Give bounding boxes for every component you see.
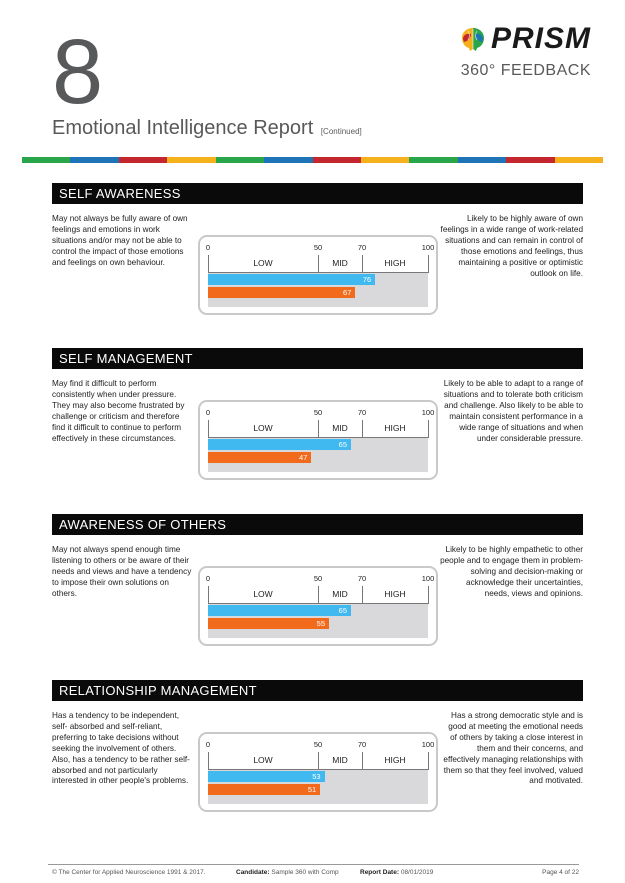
blue-score-value: 65 [338, 606, 347, 615]
report-date-label: Report Date: [360, 869, 400, 876]
band-label: HIGH [384, 589, 406, 599]
tick-label: 50 [313, 740, 323, 749]
strip-segment [119, 157, 167, 163]
high-description: Has a strong democratic style and is good at meeting the emotional needs of others by taking a close interest in them and their concerns, and effectively managing relationships with them so that they feel involved, valued and motivated. [443, 711, 583, 786]
band-label: MID [332, 423, 348, 433]
blue-score-value: 53 [312, 772, 321, 781]
score-track [208, 273, 428, 307]
blue-score-bar [208, 771, 325, 782]
strip-segment [167, 157, 215, 163]
blue-score-value: 65 [338, 440, 347, 449]
brain-icon [459, 25, 487, 53]
high-description: Likely to be highly empathetic to other people and to engage them in problem-solving and decision-making or acknowledge their uncertainties, needs, views and opinions. [440, 545, 583, 598]
brand-subtitle: 360° FEEDBACK [460, 62, 591, 79]
orange-score-bar [208, 784, 320, 795]
section-title: SELF MANAGEMENT [52, 348, 583, 369]
blue-score-bar [208, 439, 351, 450]
orange-score-bar [208, 452, 311, 463]
scale-divider [362, 752, 363, 770]
orange-score-value: 47 [299, 453, 308, 462]
tick-label: 0 [205, 574, 211, 583]
tick-label: 50 [313, 243, 323, 252]
color-strip [22, 157, 603, 163]
band-label: LOW [253, 755, 273, 765]
section-title: SELF AWARENESS [52, 183, 583, 204]
scale-divider [318, 752, 319, 770]
scale-divider [428, 586, 429, 604]
strip-segment [555, 157, 603, 163]
tick-label: 50 [313, 574, 323, 583]
scale-divider [362, 420, 363, 438]
scale-divider [318, 420, 319, 438]
strip-segment [70, 157, 118, 163]
score-gauge [198, 566, 438, 646]
high-description: Likely to be able to adapt to a range of situations and to tolerate both criticism and challenge. Also likely to be able to maintain consistent performance in a wide range of situations and when under considerable pressure. [443, 379, 583, 443]
scale-divider [428, 420, 429, 438]
band-label: MID [332, 258, 348, 268]
strip-segment [313, 157, 361, 163]
footer-divider [48, 864, 579, 865]
band-label: HIGH [384, 258, 406, 268]
prism-logo [441, 22, 591, 84]
tick-label: 100 [421, 574, 435, 583]
tick-label: 70 [357, 574, 367, 583]
scale-divider [362, 586, 363, 604]
tick-label: 100 [421, 740, 435, 749]
scale-divider [318, 255, 319, 273]
section-self-awareness [52, 183, 583, 297]
scale-divider [208, 752, 209, 770]
score-gauge [198, 235, 438, 315]
score-gauge [198, 732, 438, 812]
tick-label: 0 [205, 243, 211, 252]
orange-score-value: 55 [316, 619, 325, 628]
tick-label: 100 [421, 408, 435, 417]
strip-segment [264, 157, 312, 163]
orange-score-bar [208, 287, 355, 298]
high-description: Likely to be highly aware of own feelings in a wide range of work-related situations and can remain in control of those emotions and feelings, thus maintaining a positive or optimistic outlook on life. [440, 214, 583, 278]
tick-label: 70 [357, 243, 367, 252]
report-title-text: Emotional Intelligence Report [52, 117, 314, 139]
scale-divider [428, 752, 429, 770]
band-label: LOW [253, 423, 273, 433]
scale-divider [208, 420, 209, 438]
copyright: © The Center for Applied Neuroscience 1991 & 2017. [52, 869, 206, 876]
low-description: May find it difficult to perform consistently when under pressure. They may also become frustrated by challenge or criticism and therefore find it difficult to continue to perform effectively in these circumstances. [52, 379, 185, 443]
strip-segment [22, 157, 70, 163]
score-track [208, 604, 428, 638]
blue-score-bar [208, 605, 351, 616]
scale-divider [318, 586, 319, 604]
band-label: MID [332, 589, 348, 599]
orange-score-value: 67 [343, 288, 352, 297]
scale-divider [362, 255, 363, 273]
scale-divider [208, 586, 209, 604]
report-date-value: 08/01/2019 [400, 869, 434, 876]
tick-label: 0 [205, 740, 211, 749]
page-number: 8 [52, 21, 104, 123]
scale-divider [428, 255, 429, 273]
tick-label: 50 [313, 408, 323, 417]
strip-segment [506, 157, 554, 163]
score-gauge [198, 400, 438, 480]
orange-score-value: 51 [307, 785, 317, 794]
band-label: LOW [253, 258, 273, 268]
band-label: LOW [253, 589, 273, 599]
candidate-label: Candidate: [236, 869, 270, 876]
strip-segment [409, 157, 457, 163]
low-description: Has a tendency to be independent, self- absorbed and self-reliant, preferring to take decisions without seeking the involvement of others. Also, has a tendency to be rather self-absorbed and not particularly interested in other people's problems. [52, 711, 190, 786]
tick-label: 70 [357, 408, 367, 417]
section-self-management [52, 348, 583, 462]
band-label: HIGH [384, 423, 406, 433]
report-title [52, 117, 362, 140]
low-description: May not always be fully aware of own feelings and emotions in work situations and/or may not be able to control the impact of those emotions and feelings on own behaviour. [52, 214, 188, 267]
section-title: RELATIONSHIP MANAGEMENT [52, 680, 583, 701]
scale-divider [208, 255, 209, 273]
section-relationship-management [52, 680, 583, 794]
candidate [236, 869, 339, 876]
report-date [360, 869, 433, 876]
strip-segment [216, 157, 264, 163]
score-track [208, 438, 428, 472]
section-title: AWARENESS OF OTHERS [52, 514, 583, 535]
orange-score-bar [208, 618, 329, 629]
blue-score-bar [208, 274, 375, 285]
tick-label: 100 [421, 243, 435, 252]
band-label: MID [332, 755, 348, 765]
page-indicator: Page 4 of 22 [542, 869, 579, 876]
band-label: HIGH [384, 755, 406, 765]
candidate-value: Sample 360 with Comp [271, 869, 339, 876]
blue-score-value: 76 [362, 275, 372, 284]
score-track [208, 770, 428, 804]
strip-segment [361, 157, 409, 163]
low-description: May not always spend enough time listening to others or be aware of their needs and views and have a tendency to impose their own solutions on others. [52, 545, 192, 598]
tick-label: 70 [357, 740, 367, 749]
brand-name: PRISM [490, 22, 591, 55]
tick-label: 0 [205, 408, 211, 417]
report-title-suffix: [Continued] [320, 127, 362, 136]
section-awareness-of-others [52, 514, 583, 628]
strip-segment [458, 157, 506, 163]
